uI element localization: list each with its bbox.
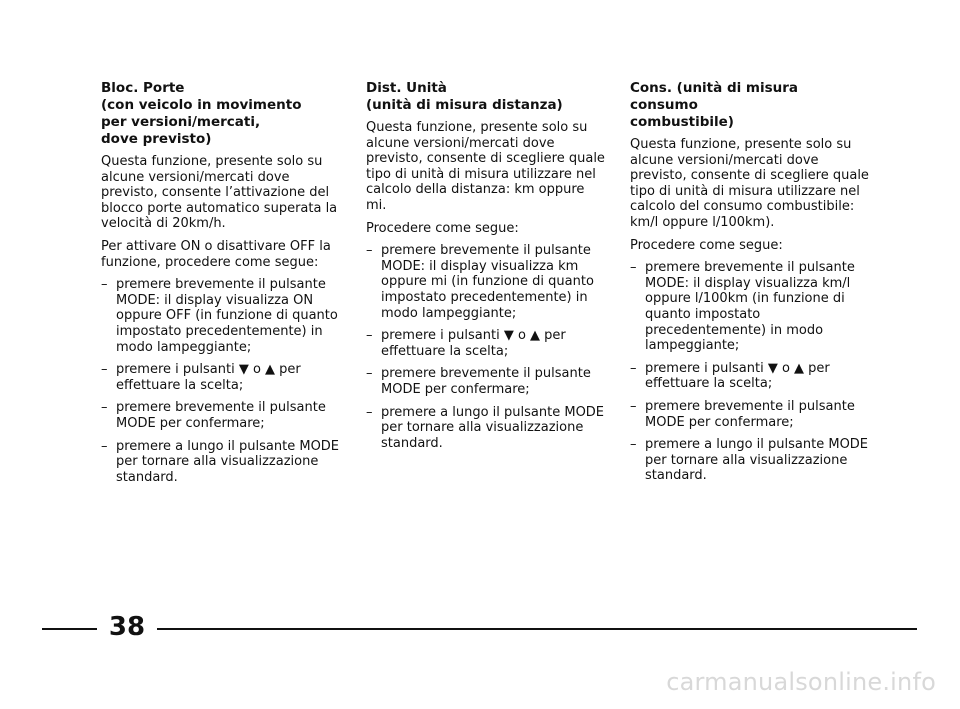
list-item: – premere brevemente il pulsante MODE per confermare; (366, 366, 591, 397)
column-cons (630, 80, 870, 491)
paragraph: Procedere come segue: (630, 237, 783, 253)
paragraph: Questa funzione, presente solo su alcune versioni/mercati dove previsto, consente di scegliere quale tipo di unità di misura utilizzare nel calcolo del consumo combustibile: km/l oppure l/100km). (630, 137, 869, 230)
section-heading (630, 80, 870, 131)
page-number: 38 (108, 612, 146, 642)
list-item: – premere a lungo il pulsante MODE per tornare alla visualizzazione standard. (366, 404, 605, 451)
list-item-text: premere i pulsanti ▼ o ▲ per effettuare la scelta; (645, 360, 830, 392)
list-item-text: premere brevemente il pulsante MODE per confermare; (381, 366, 591, 397)
list-item-text: premere a lungo il pulsante MODE per tornare alla visualizzazione standard. (116, 438, 340, 485)
list-item: – premere brevemente il pulsante MODE per confermare; (101, 400, 326, 431)
list-item: – premere brevemente il pulsante MODE: il display visualizza km oppure mi (in funzione di quanto impostato precedentemente) in modo lampeggiante; (366, 243, 594, 321)
step-list (101, 277, 341, 485)
section-heading (366, 80, 606, 114)
step-list (366, 243, 606, 451)
heading-line: combustibile) (630, 114, 734, 130)
list-item-text: premere i pulsanti ▼ o ▲ per effettuare la scelta; (116, 362, 301, 393)
heading-line: (con veicolo in movimento (101, 97, 302, 113)
step-list (630, 260, 870, 484)
heading-line: per versioni/mercati, (101, 114, 261, 130)
heading-line: Cons. (unità di misura consumo (630, 80, 799, 113)
list-item-text: premere brevemente il pulsante MODE per confermare; (645, 398, 855, 430)
paragraph: Procedere come segue: (366, 220, 519, 236)
watermark: carmanualsonline.info (666, 668, 936, 696)
list-item: – premere brevemente il pulsante MODE: il display visualizza ON oppure OFF (in funzione di quanto impostato precedentemente) in modo lampeggiante; (101, 277, 338, 355)
list-item-text: premere i pulsanti ▼ o ▲ per effettuare la scelta; (381, 328, 566, 359)
column-bloc-porte (101, 80, 341, 492)
heading-line: dove previsto) (101, 131, 212, 147)
list-item-text: premere a lungo il pulsante MODE per tornare alla visualizzazione standard. (381, 404, 605, 451)
list-item-text: premere a lungo il pulsante MODE per tornare alla visualizzazione standard. (645, 437, 869, 484)
list-item: – premere i pulsanti ▼ o ▲ per effettuare la scelta; (101, 362, 301, 393)
list-item: – premere brevemente il pulsante MODE: il display visualizza km/l oppure l/100km (in funzione di quanto impostato precedentemente) in modo lampeggiante; (630, 260, 855, 354)
section-heading (101, 80, 341, 148)
column-dist-unita (366, 80, 606, 458)
list-item-text: premere brevemente il pulsante MODE per confermare; (116, 400, 326, 431)
list-item: – premere a lungo il pulsante MODE per tornare alla visualizzazione standard. (101, 438, 340, 485)
list-item-text: premere brevemente il pulsante MODE: il display visualizza km oppure mi (in funzione di quanto impostato precedentemente) in modo lampeggiante; (381, 243, 594, 321)
footer-rule-right (157, 628, 917, 630)
list-item: – premere i pulsanti ▼ o ▲ per effettuare la scelta; (630, 360, 830, 392)
heading-line: Dist. Unità (366, 80, 447, 96)
paragraph: Per attivare ON o disattivare OFF la funzione, procedere come segue: (101, 238, 331, 270)
heading-line: Bloc. Porte (101, 80, 185, 96)
paragraph: Questa funzione, presente solo su alcune versioni/mercati dove previsto, consente di scegliere quale tipo di unità di misura utilizzare nel calcolo della distanza: km oppure mi. (366, 120, 605, 213)
list-item-text: premere brevemente il pulsante MODE: il display visualizza ON oppure OFF (in funzione di quanto impostato precedentemente) in modo lampeggiante; (116, 277, 338, 355)
list-item: – premere a lungo il pulsante MODE per tornare alla visualizzazione standard. (630, 437, 869, 484)
list-item: – premere i pulsanti ▼ o ▲ per effettuare la scelta; (366, 328, 566, 359)
paragraph: Questa funzione, presente solo su alcune versioni/mercati dove previsto, consente l’attivazione del blocco porte automatico superata la velocità di 20km/h. (101, 154, 338, 232)
list-item-text: premere brevemente il pulsante MODE: il display visualizza km/l oppure l/100km (in funzione di quanto impostato precedentemente) in modo lampeggiante; (645, 260, 855, 354)
heading-line: (unità di misura distanza) (366, 97, 563, 113)
list-item: – premere brevemente il pulsante MODE per confermare; (630, 398, 855, 430)
footer-rule-left (42, 628, 97, 630)
